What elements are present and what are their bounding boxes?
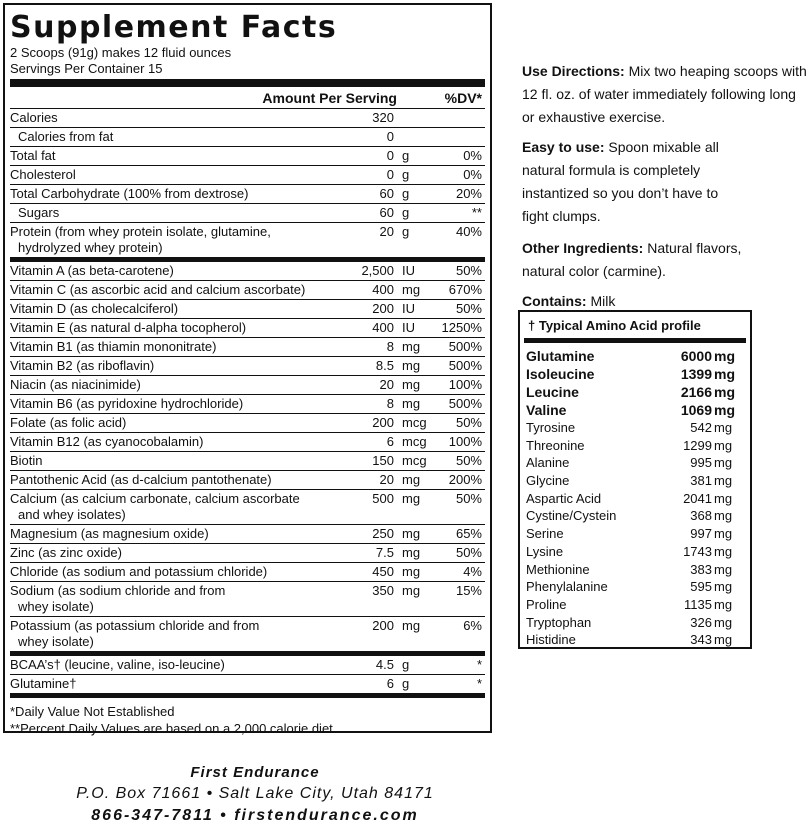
nutrient-unit: g [402, 186, 410, 201]
amino-unit: mg [714, 632, 733, 648]
nutrient-group-macros [10, 109, 485, 257]
nutrient-group-vitamins-minerals [10, 262, 485, 651]
amino-name: Glutamine [526, 348, 595, 364]
amino-unit: mg [714, 384, 735, 400]
dv-header: %DV* [444, 90, 482, 106]
nutrient-amount: 2,500 [361, 263, 394, 278]
nutrient-name: Calories [10, 110, 58, 125]
nutrient-name: Pantothenic Acid (as d-calcium pantothenate) [10, 472, 272, 487]
nutrient-name-cont: whey isolate) [18, 634, 94, 649]
nutrient-unit: mcg [402, 415, 427, 430]
nutrient-amount: 60 [379, 186, 394, 201]
nutrient-row [10, 204, 485, 223]
nutrient-dv: * [476, 657, 482, 672]
nutrient-row [10, 582, 485, 617]
nutrient-name: BCAA’s† (leucine, valine, iso-leucine) [10, 657, 225, 672]
product-info [522, 60, 808, 320]
thick-divider [10, 693, 485, 698]
nutrient-amount: 400 [372, 282, 394, 297]
nutrient-amount: 500 [372, 491, 394, 506]
nutrient-row [10, 563, 485, 582]
nutrient-dv: * [476, 676, 482, 691]
nutrient-name: Cholesterol [10, 167, 76, 182]
amino-row [520, 383, 750, 401]
amino-value: 995 [690, 455, 712, 471]
nutrient-dv: 15% [455, 583, 482, 598]
amino-row [520, 614, 750, 632]
nutrient-unit: mg [402, 358, 421, 373]
amino-acid-profile [518, 310, 752, 649]
amino-row [520, 490, 750, 508]
amino-name: Tyrosine [526, 420, 576, 435]
nutrient-row [10, 300, 485, 319]
nutrient-amount: 0 [386, 148, 394, 163]
amino-row [520, 578, 750, 596]
amino-unit: mg [714, 473, 733, 489]
nutrient-name: Vitamin B1 (as thiamin mononitrate) [10, 339, 217, 354]
amino-unit: mg [714, 579, 733, 595]
nutrient-dv: 20% [455, 186, 482, 201]
nutrient-amount: 8.5 [375, 358, 394, 373]
nutrient-amount: 60 [379, 205, 394, 220]
nutrient-dv: ** [471, 205, 482, 220]
nutrient-row [10, 452, 485, 471]
amino-unit: mg [714, 366, 735, 382]
nutrient-unit: mg [402, 339, 421, 354]
amino-row [520, 507, 750, 525]
nutrient-dv: 500% [448, 339, 482, 354]
amino-row [520, 561, 750, 579]
nutrient-name: Vitamin B2 (as riboflavin) [10, 358, 155, 373]
nutrient-unit: mg [402, 564, 421, 579]
nutrient-name: Protein (from whey protein isolate, glutamine, [10, 224, 271, 239]
nutrient-name: Sugars [18, 205, 60, 220]
amino-name: Leucine [526, 384, 579, 400]
servings-per-container: Servings Per Container 15 [10, 61, 163, 76]
use-directions: Use Directions: Mix two heaping scoops with 12 fl. oz. of water immediately following long or exhaustive exercise. [522, 63, 807, 125]
nutrient-unit: mg [402, 472, 421, 487]
nutrient-name: Niacin (as niacinimide) [10, 377, 141, 392]
nutrient-amount: 20 [379, 472, 394, 487]
nutrient-amount: 200 [372, 618, 394, 633]
amino-row [520, 631, 750, 649]
nutrient-amount: 20 [379, 224, 394, 239]
amino-unit: mg [714, 508, 733, 524]
nutrient-name: Sodium (as sodium chloride and from [10, 583, 226, 598]
nutrient-amount: 0 [386, 167, 394, 182]
amino-value: 381 [690, 473, 712, 489]
nutrient-name: Vitamin B6 (as pyridoxine hydrochloride) [10, 396, 244, 411]
amino-name: Phenylalanine [526, 579, 608, 595]
amino-name: Glycine [526, 473, 570, 489]
nutrient-row [10, 185, 485, 204]
amino-name: Aspartic Acid [526, 490, 602, 506]
nutrient-unit: mg [402, 396, 421, 411]
amino-value: 1135 [684, 596, 712, 612]
nutrient-amount: 6 [386, 434, 394, 449]
amino-unit: mg [714, 348, 735, 364]
nutrient-dv: 50% [455, 263, 482, 278]
nutrient-row [10, 433, 485, 452]
amount-header: Amount Per Serving [262, 90, 397, 106]
nutrient-amount: 400 [372, 320, 394, 335]
amino-unit: mg [714, 402, 735, 418]
amino-name: Lysine [526, 543, 564, 559]
nutrient-name: Vitamin C (as ascorbic acid and calcium ascorbate) [10, 282, 306, 297]
nutrient-unit: mg [402, 526, 421, 541]
nutrient-unit: IU [402, 301, 415, 316]
amino-unit: mg [714, 543, 733, 559]
nutrient-unit: g [402, 676, 410, 691]
nutrient-dv: 100% [448, 377, 482, 392]
nutrient-name: Folate (as folic acid) [10, 415, 127, 430]
nutrient-dv: 50% [455, 453, 482, 468]
amino-row [520, 365, 750, 383]
amino-value: 2166 [680, 384, 712, 400]
amino-unit: mg [714, 420, 733, 435]
nutrient-row [10, 338, 485, 357]
nutrient-dv: 500% [448, 396, 482, 411]
nutrient-unit: g [402, 657, 410, 672]
nutrient-amount: 320 [372, 110, 394, 125]
amino-unit: mg [714, 596, 733, 612]
footnote-daily-value: *Daily Value Not Established [10, 704, 175, 719]
amino-value: 368 [690, 508, 712, 524]
nutrient-dv: 50% [455, 301, 482, 316]
amino-row [520, 437, 750, 455]
nutrient-name-cont: and whey isolates) [18, 507, 126, 522]
nutrient-row [10, 525, 485, 544]
amino-value: 1069 [680, 402, 712, 418]
nutrient-name-cont: hydrolyzed whey protein) [18, 240, 163, 255]
nutrient-row [10, 544, 485, 563]
amino-value: 1299 [683, 437, 712, 453]
nutrient-row [10, 675, 485, 693]
amino-value: 326 [690, 614, 712, 630]
company-contact: 866-347-7811 • firstendurance.com [91, 807, 419, 824]
nutrient-amount: 6 [386, 676, 394, 691]
nutrient-dv: 65% [455, 526, 482, 541]
amino-name: Alanine [526, 455, 570, 471]
nutrient-name: Vitamin E (as natural d-alpha tocopherol) [10, 320, 247, 335]
nutrient-name-cont: whey isolate) [18, 599, 94, 614]
nutrient-dv: 4% [463, 564, 482, 579]
amino-name: Serine [526, 526, 564, 542]
amino-name: Tryptophan [526, 614, 592, 630]
amino-unit: mg [714, 526, 733, 542]
company-address: P.O. Box 71661 • Salt Lake City, Utah 84171 [76, 785, 434, 802]
nutrient-row [10, 395, 485, 414]
nutrient-name: Vitamin A (as beta-carotene) [10, 263, 174, 278]
nutrient-dv: 1250% [441, 320, 482, 335]
nutrient-name: Calories from fat [18, 129, 114, 144]
nutrient-row [10, 281, 485, 300]
nutrient-row [10, 617, 485, 651]
nutrient-row [10, 376, 485, 395]
amino-list [520, 343, 750, 649]
amino-row [520, 347, 750, 365]
nutrient-name: Calcium (as calcium carbonate, calcium ascorbate [10, 491, 300, 506]
nutrient-dv: 0% [463, 167, 482, 182]
facts-title: Supplement Facts [10, 10, 338, 45]
nutrient-name: Total Carbohydrate (100% from dextrose) [10, 186, 249, 201]
amino-name: Valine [526, 402, 567, 418]
amino-row [520, 401, 750, 419]
supplement-facts-panel [3, 3, 492, 736]
nutrient-dv: 50% [455, 545, 482, 560]
nutrient-dv: 0% [463, 148, 482, 163]
nutrient-unit: mg [402, 545, 421, 560]
amino-unit: mg [714, 561, 733, 577]
nutrient-unit: g [402, 205, 410, 220]
amino-value: 997 [690, 526, 712, 542]
amino-value: 2041 [683, 490, 712, 506]
nutrient-dv: 40% [455, 224, 482, 239]
nutrient-row [10, 147, 485, 166]
amino-value: 542 [690, 420, 712, 435]
amino-row [520, 472, 750, 490]
nutrient-row [10, 166, 485, 185]
footnote-percent: **Percent Daily Values are based on a 2,000 calorie diet. [10, 721, 337, 736]
nutrient-unit: mg [402, 377, 421, 392]
nutrient-dv: 670% [448, 282, 482, 297]
nutrient-name: Total fat [10, 148, 56, 163]
nutrient-unit: mg [402, 282, 421, 297]
nutrient-row [10, 414, 485, 433]
amino-name: Histidine [526, 632, 576, 648]
nutrient-name: Vitamin D (as cholecalciferol) [10, 301, 179, 316]
amino-unit: mg [714, 614, 733, 630]
nutrient-name: Vitamin B12 (as cyanocobalamin) [10, 434, 204, 449]
nutrient-amount: 0 [386, 129, 394, 144]
nutrient-amount: 4.5 [375, 657, 394, 672]
amino-value: 383 [690, 561, 712, 577]
thick-divider [10, 79, 485, 87]
amino-unit: mg [714, 490, 733, 506]
nutrient-unit: IU [402, 320, 415, 335]
amino-value: 6000 [680, 348, 712, 364]
nutrient-unit: mcg [402, 453, 427, 468]
amino-row [520, 525, 750, 543]
amino-title: † Typical Amino Acid profile [528, 318, 701, 333]
amino-unit: mg [714, 437, 733, 453]
contains: Contains: Milk [522, 293, 616, 309]
nutrient-row [10, 656, 485, 675]
nutrient-name: Glutamine† [10, 676, 77, 691]
nutrient-amount: 450 [372, 564, 394, 579]
nutrient-row [10, 357, 485, 376]
nutrient-unit: mg [402, 618, 421, 633]
nutrient-unit: mg [402, 583, 421, 598]
footnotes [10, 703, 485, 737]
amino-value: 1743 [683, 543, 712, 559]
nutrient-name: Potassium (as potassium chloride and from [10, 618, 260, 633]
nutrient-amount: 8 [386, 339, 394, 354]
company-name: First Endurance [190, 764, 320, 781]
nutrient-unit: IU [402, 263, 415, 278]
amino-name: Cystine/Cystein [526, 508, 617, 524]
nutrient-row [10, 109, 485, 128]
nutrient-dv: 6% [463, 618, 482, 633]
easy-to-use: Easy to use: Spoon mixable all natural formula is completely instantized so you don’t have to fight clumps. [522, 139, 719, 224]
nutrient-dv: 100% [448, 434, 482, 449]
amino-row [520, 543, 750, 561]
nutrient-row [10, 128, 485, 147]
amount-header-row [10, 87, 485, 109]
amino-value: 595 [690, 579, 712, 595]
nutrient-amount: 200 [372, 301, 394, 316]
amino-name: Methionine [526, 561, 590, 577]
nutrient-row [10, 471, 485, 490]
nutrient-row [10, 319, 485, 338]
nutrient-amount: 8 [386, 396, 394, 411]
nutrient-unit: g [402, 148, 410, 163]
nutrient-amount: 150 [372, 453, 394, 468]
amino-unit: mg [714, 455, 733, 471]
amino-row [520, 454, 750, 472]
nutrient-name: Biotin [10, 453, 43, 468]
nutrient-name: Zinc (as zinc oxide) [10, 545, 122, 560]
amino-row [520, 419, 750, 437]
nutrient-dv: 50% [455, 491, 482, 506]
amino-name: Threonine [526, 437, 585, 453]
nutrient-amount: 250 [372, 526, 394, 541]
nutrient-dv: 500% [448, 358, 482, 373]
nutrient-name: Chloride (as sodium and potassium chloride) [10, 564, 268, 579]
nutrient-dv: 50% [455, 415, 482, 430]
nutrient-unit: g [402, 167, 410, 182]
nutrient-unit: g [402, 224, 410, 239]
nutrient-unit: mg [402, 491, 421, 506]
nutrient-dv: 200% [448, 472, 482, 487]
nutrient-amount: 350 [372, 583, 394, 598]
amino-row [520, 596, 750, 614]
nutrient-name: Magnesium (as magnesium oxide) [10, 526, 209, 541]
nutrient-amount: 200 [372, 415, 394, 430]
serving-size: 2 Scoops (91g) makes 12 fluid ounces [10, 45, 232, 60]
nutrient-amount: 20 [379, 377, 394, 392]
amino-value: 343 [690, 632, 712, 648]
nutrient-amount: 7.5 [375, 545, 394, 560]
other-ingredients: Other Ingredients: Natural flavors, natural color (carmine). [522, 240, 742, 279]
nutrient-row [10, 490, 485, 525]
amino-name: Proline [526, 596, 567, 612]
amino-value: 1399 [680, 366, 712, 382]
nutrient-group-amino [10, 656, 485, 693]
nutrient-row [10, 262, 485, 281]
nutrient-row [10, 223, 485, 257]
amino-name: Isoleucine [526, 366, 595, 382]
nutrient-unit: mcg [402, 434, 427, 449]
